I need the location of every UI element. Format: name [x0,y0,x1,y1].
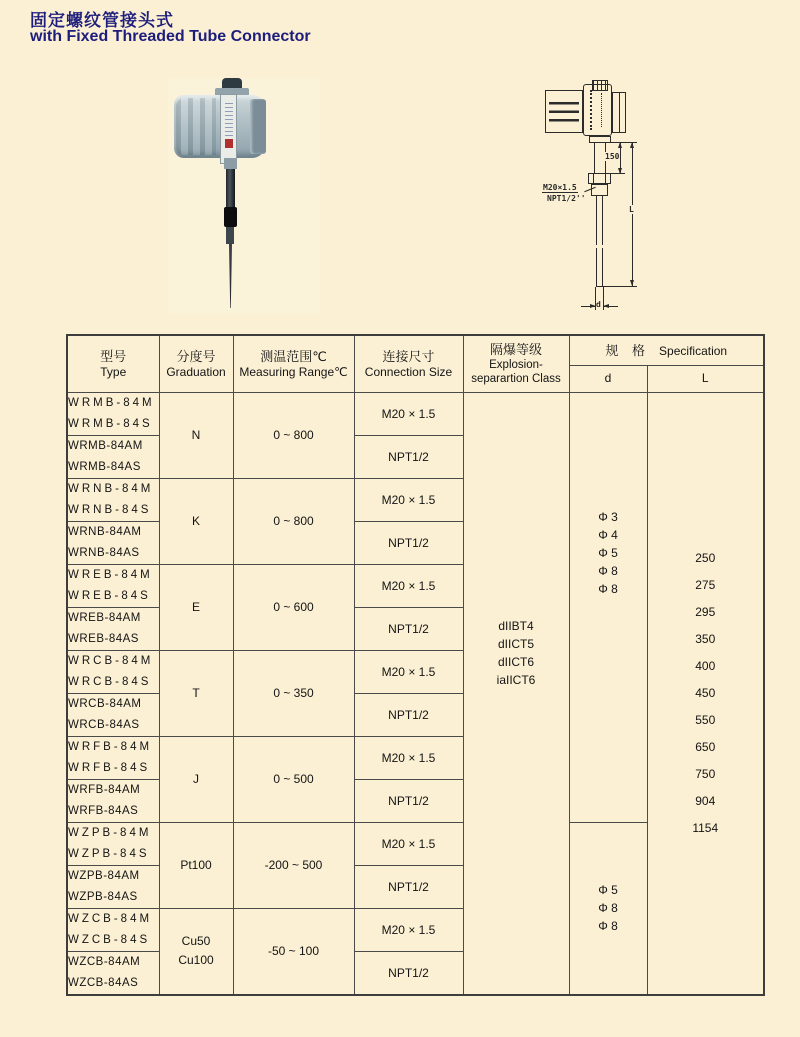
model-name: WREB-84AM [68,611,141,624]
connection-cell: M20 × 1.5 [354,908,463,951]
explosion-class-cell [463,392,569,995]
connection-cell: M20 × 1.5 [354,564,463,607]
model-name: WRNB-84AM [68,525,142,538]
drawing-fins-block [545,90,583,133]
page-title-en: with Fixed Threaded Tube Connector [30,28,311,45]
photo-neck [224,158,237,169]
connection-cell: NPT1/2 [354,951,463,995]
length-cell [647,392,764,995]
drawing-right-block-line [619,93,620,132]
photo-head-facets [176,98,216,155]
model-cell [67,650,159,693]
graduation-cell: N [159,392,233,478]
range-cell: 0 ~ 350 [233,650,354,736]
photo-head-end-ring [250,99,266,154]
model-name: WRCB-84M [68,654,154,667]
d-value: Φ 8 [598,919,618,933]
photo-red-logo [225,139,233,148]
model-cell [67,693,159,736]
model-name: WZPB-84AS [68,890,138,903]
drawing-right-block [612,92,626,133]
page-title-zh: 固定螺纹管接头式 [30,11,174,30]
model-name: WZPB-84S [68,847,150,860]
d-value: Φ 4 [598,528,618,542]
l-value: 350 [695,631,716,646]
connection-cell: M20 × 1.5 [354,478,463,521]
dimension-drawing [540,75,670,325]
model-name: WRMB-84AS [68,460,141,473]
model-name: WRNB-84S [68,503,152,516]
drawing-center-plate [583,84,612,136]
drawing-probe-lower [596,248,603,287]
col-header-specification [569,335,764,365]
d-value: Φ 5 [598,883,618,897]
header-explosion-en1: Explosion- [489,359,543,372]
col-header-range [233,335,354,392]
graduation-cell: E [159,564,233,650]
arrowhead-d-right [603,304,609,308]
l-value: 450 [695,685,716,700]
model-name: WZCB-84AS [68,976,139,989]
l-value: 650 [695,739,716,754]
connection-cell: M20 × 1.5 [354,392,463,435]
l-value: 275 [695,577,716,592]
range-cell: 0 ~ 600 [233,564,354,650]
explosion-class: dIIBT4 [498,619,534,633]
product-photo [168,78,320,314]
model-cell [67,564,159,607]
model-name: WRMB-84S [68,417,153,430]
drawing-text-marks [601,93,602,127]
range-cell: 0 ~ 500 [233,736,354,822]
model-name: WRFB-84M [68,740,153,753]
explosion-class: dIICT5 [497,637,534,651]
model-cell [67,736,159,779]
l-value: 295 [695,604,716,619]
header-connection-zh: 连接尺寸 [382,348,435,364]
thread-label-m20: M20×1.5 [543,183,577,192]
model-name: WZCB-84S [68,933,151,946]
col-header-connection [354,335,463,392]
graduation-cell: J [159,736,233,822]
header-graduation-en: Graduation [166,364,226,379]
model-name: WZPB-84M [68,826,152,839]
graduation-cell: T [159,650,233,736]
connection-cell: M20 × 1.5 [354,736,463,779]
model-name: WRCB-84S [68,675,152,688]
range-cell: -50 ~ 100 [233,908,354,995]
photo-stem-rod [226,169,235,209]
header-range-zh: 测温范围℃ [260,348,327,364]
table-row [67,392,764,435]
model-name: WZCB-84M [68,912,153,925]
dim-label-d: d [596,300,601,309]
model-cell [67,435,159,478]
header-range-en: Measuring Range℃ [239,364,348,379]
arrowhead-150-bottom [618,168,622,174]
model-name: WRFB-84AS [68,804,139,817]
model-name: WRNB-84AS [68,546,140,559]
connection-cell: NPT1/2 [354,435,463,478]
arrowhead-150-top [618,142,622,148]
connection-cell: NPT1/2 [354,607,463,650]
col-header-d: d [569,365,647,392]
connection-cell: NPT1/2 [354,693,463,736]
header-spec-en: Specification [659,343,728,358]
model-cell [67,908,159,951]
drawing-fin-slats [549,96,579,127]
drawing-probe-upper [596,196,603,245]
connection-cell: NPT1/2 [354,779,463,822]
model-name: WRCB-84AS [68,718,140,731]
dim-label-L: L [629,205,634,214]
col-header-type [67,335,159,392]
model-name: WREB-84S [68,589,151,602]
model-name: WRMB-84M [68,396,155,409]
arrowhead-L-bottom [630,280,634,286]
connection-cell: NPT1/2 [354,865,463,908]
model-cell [67,865,159,908]
l-value: 250 [695,550,716,565]
model-name: WREB-84M [68,568,153,581]
header-connection-en: Connection Size [364,364,453,379]
explosion-class: dIICT6 [497,655,534,669]
model-cell [67,478,159,521]
d-value: Φ 5 [598,546,618,560]
model-name: WRMB-84AM [68,439,143,452]
l-value: 550 [695,712,716,727]
d-value: Φ 3 [598,510,618,524]
model-name: WZCB-84AM [68,955,141,968]
model-name: WRNB-84M [68,482,154,495]
graduation-cell: K [159,478,233,564]
explosion-class: iaIICT6 [496,673,536,687]
col-header-l: L [647,365,764,392]
model-name: WREB-84AS [68,632,139,645]
drawing-hex-nut [588,173,611,184]
drawing-screw-dots [590,90,592,130]
col-header-explosion [463,335,569,392]
model-cell [67,822,159,865]
d-value: Φ 8 [598,564,618,578]
photo-black-band [224,207,237,227]
model-name: WRFB-84AM [68,783,141,796]
header-spec-zh: 规 格 [605,342,646,358]
drawing-thread-fitting [591,184,608,196]
range-cell: 0 ~ 800 [233,392,354,478]
d-value: Φ 8 [598,582,618,596]
connection-cell: NPT1/2 [354,521,463,564]
connection-cell: M20 × 1.5 [354,650,463,693]
graduation-cell: Pt100 [159,822,233,908]
diameter-cell-rtd [569,822,647,995]
l-value: 1154 [692,820,719,835]
header-type-zh: 型号 [100,348,127,364]
model-name: WRCB-84AM [68,697,142,710]
header-explosion-en2: separartion Class [471,373,561,386]
model-name: WRFB-84S [68,761,151,774]
d-value: Φ 8 [598,901,618,915]
dim-label-150: 150 [605,152,620,161]
col-header-graduation [159,335,233,392]
l-value: 400 [695,658,716,673]
drawing-hex-facet-left [593,174,594,183]
model-cell [67,951,159,995]
thread-label-npt: NPT1/2'' [547,194,586,203]
l-value: 904 [695,793,716,808]
drawing-hex-facet-right [605,174,606,183]
drawing-dim-line-L [632,142,633,287]
graduation-cell: Cu50 Cu100 [159,908,233,995]
range-cell: 0 ~ 800 [233,478,354,564]
arrowhead-L-top [630,142,634,148]
diameter-cell-thermocouple [569,392,647,822]
header-explosion-zh: 隔爆等级 [489,342,542,358]
header-type-en: Type [100,364,127,379]
photo-label-strip [220,94,237,164]
model-cell [67,607,159,650]
l-value: 750 [695,766,716,781]
spec-table [66,334,765,996]
photo-probe-tip [229,244,232,308]
connection-cell: M20 × 1.5 [354,822,463,865]
model-cell [67,392,159,435]
model-name: WZPB-84AM [68,869,140,882]
header-graduation-zh: 分度号 [176,348,216,364]
model-cell [67,779,159,822]
photo-lower-stub [226,227,234,244]
range-cell: -200 ~ 500 [233,822,354,908]
model-cell [67,521,159,564]
